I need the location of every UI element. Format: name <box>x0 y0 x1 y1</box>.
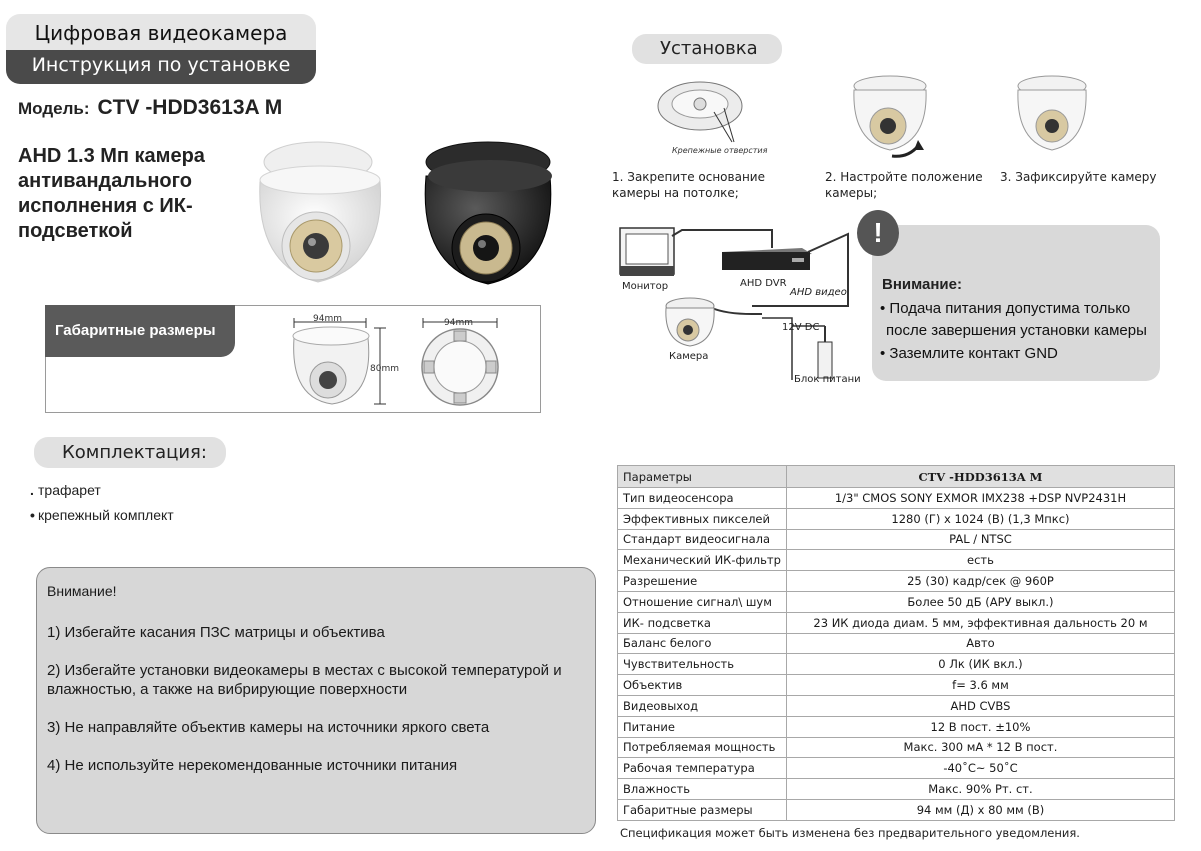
holes-label: Крепежные отверстия <box>672 146 768 155</box>
power-label: Блок питани <box>794 374 861 385</box>
dvr-label: AHD DVR <box>740 278 787 289</box>
dimension-side-view-icon <box>280 312 400 408</box>
table-row: ИК- подсветка 23 ИК диода диам. 5 мм, эффективная дальность 20 м <box>618 612 1175 633</box>
warning-right-title: Внимание: <box>882 276 962 293</box>
black-dome-camera-icon <box>410 136 560 288</box>
warning-box-left <box>36 567 596 834</box>
power-adapter-icon <box>792 326 832 378</box>
warning-item: 2) Избегайте установки видеокамеры в местах с высокой температурой и влажностью, а также на вибрирующие поверхности <box>47 662 562 698</box>
warning-item: 4) Не используйте нерекомендованные источники питания <box>47 757 458 774</box>
install-step-1: 1. Закрепите основание камеры на потолке; <box>612 170 765 200</box>
ahd-video-label: AHD видео <box>790 287 847 298</box>
dimension-width-2: 94mm <box>444 318 473 328</box>
table-row: Габаритные размеры 94 мм (Д) x 80 мм (В) <box>618 799 1175 820</box>
table-row: Объектив f= 3.6 мм <box>618 675 1175 696</box>
table-row: Эффективных пикселей 1280 (Г) x 1024 (В) (1,3 Мпкс) <box>618 508 1175 529</box>
table-header-model: CTV -HDD3613A M <box>786 466 1174 488</box>
table-row: Стандарт видеосигнала PAL / NTSC <box>618 529 1175 550</box>
table-header-param: Параметры <box>618 466 787 488</box>
warning-item: 1) Избегайте касания ПЗС матрицы и объектива <box>47 624 385 641</box>
kit-item: • крепежный комплект <box>30 507 174 523</box>
table-row: Потребляемая мощность Макс. 300 мА * 12 В пост. <box>618 737 1175 758</box>
table-row: Тип видеосенсора 1/3" CMOS SONY EXMOR IMX238 +DSP NVP2431H <box>618 488 1175 509</box>
step2-camera-icon <box>848 72 932 162</box>
product-headline: AHD 1.3 Мп камера антивандального исполнения с ИК-подсветкой <box>18 145 205 242</box>
exclamation-icon: ! <box>857 210 899 256</box>
camera-label: Камера <box>669 351 709 362</box>
install-step-2: 2. Настройте положение камеры; <box>825 170 983 200</box>
table-row: Разрешение 25 (30) кадр/сек @ 960Р <box>618 571 1175 592</box>
table-row: Отношение сигнал\ шум Более 50 дБ (АРУ выкл.) <box>618 591 1175 612</box>
connection-diagram <box>612 222 862 392</box>
monitor-icon <box>620 228 674 276</box>
table-row: Рабочая температура -40˚С~ 50˚С <box>618 758 1175 779</box>
doc-subtitle: Инструкция по установке <box>6 50 316 84</box>
step3-camera-icon <box>1012 72 1092 154</box>
install-title: Установка <box>632 34 782 64</box>
spec-table <box>617 465 1175 821</box>
dc-label: 12V DC <box>782 322 820 333</box>
dimensions-label: Габаритные размеры <box>45 305 235 357</box>
warning-right-line: • Подача питания допустима только <box>880 300 1131 317</box>
monitor-label: Монитор <box>622 281 669 292</box>
table-row: Баланс белого Авто <box>618 633 1175 654</box>
dimension-width-1: 94mm <box>313 314 342 324</box>
warning-title: Внимание! <box>47 583 117 599</box>
table-row: Механический ИК-фильтр есть <box>618 550 1175 571</box>
model-line <box>18 96 282 120</box>
doc-title: Цифровая видеокамера <box>6 14 316 50</box>
spec-footnote: Спецификация может быть изменена без предварительного уведомления. <box>620 826 1080 840</box>
table-row: Видеовыход AHD CVBS <box>618 695 1175 716</box>
kit-item: . трафарет <box>30 482 101 498</box>
warning-item: 3) Не направляйте объектив камеры на источники яркого света <box>47 719 490 736</box>
model-value: CTV -HDD3613A M <box>97 96 283 119</box>
warning-right-line: после завершения установки камеры <box>886 322 1147 339</box>
table-row: Питание 12 В пост. ±10% <box>618 716 1175 737</box>
warning-right-line: • Заземлите контакт GND <box>880 345 1058 362</box>
table-row: Чувствительность 0 Лк (ИК вкл.) <box>618 654 1175 675</box>
install-step-3: 3. Зафиксируйте камеру <box>1000 170 1157 184</box>
dimension-height: 80mm <box>370 364 399 374</box>
table-row: Влажность Макс. 90% Рт. ст. <box>618 779 1175 800</box>
mount-base-icon <box>652 78 764 150</box>
dvr-icon <box>722 248 812 270</box>
white-dome-camera-icon <box>246 136 396 288</box>
table-header-row <box>618 466 1175 488</box>
model-label: Модель: <box>18 99 90 118</box>
kit-title: Комплектация: <box>34 437 226 468</box>
